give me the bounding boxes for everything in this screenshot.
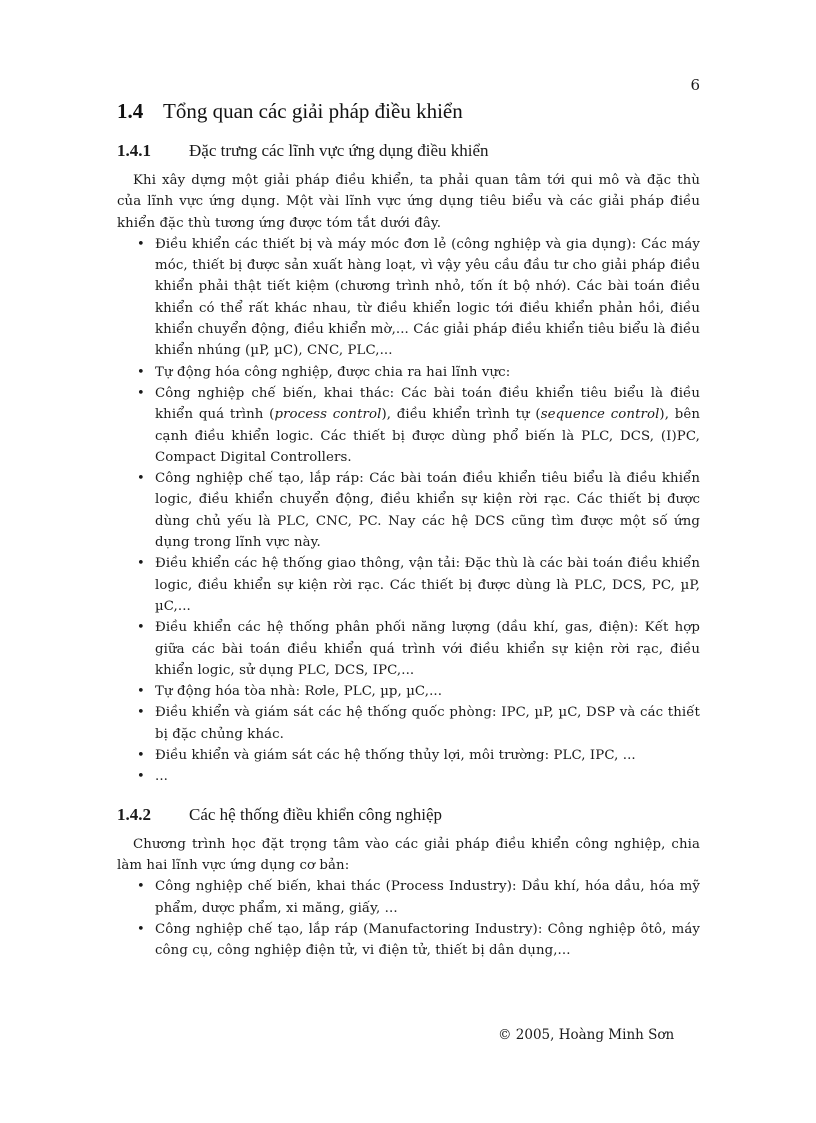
bullet-icon: •	[137, 620, 145, 636]
intro-paragraph-1: Khi xây dựng một giải pháp điều khiển, ta phải quan tâm tới qui mô và đặc thù của lĩnh vực ứng dụng. Một vài lĩnh vực ứng dụng tiêu biểu và các giải pháp điều khiển đặc thù tương ứng được tóm tắt dưới đây.	[117, 173, 700, 231]
list-item	[117, 468, 700, 553]
list-item-emphasis: sequence control	[540, 407, 660, 423]
bullet-icon: •	[137, 385, 145, 401]
subsection-heading-2	[117, 804, 700, 826]
section-title: Tổng quan các giải pháp điều khiển	[163, 99, 463, 123]
list-item-text: ), điều khiển trình tự (	[381, 407, 541, 423]
list-item-text: ), bên cạnh điều khiển logic. Các thiết bị được dùng phổ biến là PLC, DCS, (I)PC, Compact Digital Controllers.	[155, 407, 701, 465]
list-item-text: Điều khiển các hệ thống phân phối năng lượng (dầu khí, gas, điện): Kết hợp giữa các bài toán điều khiển quá trình với điều khiển sự kiện rời rạc, điều khiển logic, sử dụng PLC, DCS, IPC,...	[155, 620, 700, 678]
list-item-text: Công nghiệp chế biến, khai thác (Process Industry): Dầu khí, hóa dầu, hóa mỹ phẩm, dược phẩm, xi măng, giấy, ...	[155, 879, 700, 916]
copyright-footer: © 2005, Hoàng Minh Sơn	[498, 1027, 675, 1043]
bullet-icon: •	[137, 769, 145, 785]
industrial-systems-list	[117, 876, 700, 961]
list-item	[117, 617, 700, 681]
page-number: 6	[690, 76, 700, 94]
bullet-icon: •	[137, 236, 145, 252]
list-item	[117, 702, 700, 745]
section-heading	[117, 98, 700, 124]
list-item-text: Công nghiệp chế biến, khai thác: Các bài toán điều khiển tiêu biểu là điều khiển quá trình (	[155, 385, 700, 423]
list-item	[117, 681, 700, 702]
list-item	[117, 362, 700, 383]
bullet-icon: •	[137, 921, 145, 937]
bullet-icon: •	[137, 705, 145, 721]
bullet-icon: •	[137, 471, 145, 487]
list-item-emphasis: process control	[274, 407, 382, 423]
list-item	[117, 876, 700, 919]
list-item	[117, 919, 700, 962]
list-item	[117, 234, 700, 362]
list-item-text: Điều khiển các hệ thống giao thông, vận tải: Đặc thù là các bài toán điều khiển logic, điều khiển sự kiện rời rạc. Các thiết bị được dùng là PLC, DCS, PC, µP, µC,...	[155, 556, 700, 614]
bullet-icon: •	[137, 364, 145, 380]
subsection-title: Đặc trưng các lĩnh vực ứng dụng điều khiển	[189, 141, 489, 160]
application-areas-list	[117, 234, 700, 788]
list-item-text: Điều khiển và giám sát các hệ thống quốc phòng: IPC, µP, µC, DSP và các thiết bị đặc chủng khác.	[155, 705, 700, 742]
intro-paragraph-2: Chương trình học đặt trọng tâm vào các giải pháp điều khiển công nghiệp, chia làm hai lĩnh vực ứng dụng cơ bản:	[117, 836, 700, 873]
list-item-text: Công nghiệp chế tạo, lắp ráp: Các bài toán điều khiển tiêu biểu là điều khiển logic, điều khiển chuyển động, điều khiển sự kiện rời rạc. Các thiết bị được dùng chủ yếu là PLC, CNC, PC. Nay các hệ DCS cũng tìm được một số ứng dụng trong lĩnh vực này.	[155, 471, 700, 551]
bullet-icon: •	[137, 684, 145, 700]
list-item	[117, 383, 700, 468]
subsection-number: 1.4.2	[117, 804, 151, 824]
list-item-text: Công nghiệp chế tạo, lắp ráp (Manufactoring Industry): Công nghiệp ôtô, máy công cụ, công nghiệp điện tử, vi điện tử, thiết bị dân dụng,...	[155, 921, 700, 959]
bullet-icon: •	[137, 556, 145, 572]
subsection-title: Các hệ thống điều khiển công nghiệp	[189, 804, 443, 824]
page-content	[117, 98, 700, 961]
list-item	[117, 553, 700, 617]
list-item-text: Tự động hóa công nghiệp, được chia ra hai lĩnh vực:	[155, 364, 511, 380]
list-item-text: Điều khiển các thiết bị và máy móc đơn lẻ (công nghiệp và gia dụng): Các máy móc, thiết bị được sản xuất hàng loạt, vì vậy yêu cầu đầu tư cho giải pháp điều khiển phải thật tiết kiệm (chương trình nhỏ, tốn ít bộ nhớ). Các bài toán điều khiển có thể rất khác nhau, từ điều khiển logic tới điều khiển phản hồi, điều khiển chuyển động, điều khiển mờ,... Các giải pháp điều khiển tiêu biểu là điều khiển nhúng (µP, µC), CNC, PLC,...	[155, 236, 700, 359]
list-item-text: Điều khiển và giám sát các hệ thống thủy lợi, môi trường: PLC, IPC, ...	[155, 748, 636, 764]
list-item	[117, 766, 700, 787]
bullet-icon: •	[137, 748, 145, 764]
subsection-heading-1	[117, 140, 700, 162]
section-number: 1.4	[117, 99, 144, 123]
bullet-icon: •	[137, 879, 145, 895]
subsection-number: 1.4.1	[117, 141, 151, 160]
list-item	[117, 745, 700, 766]
list-item-text: ...	[155, 769, 168, 785]
list-item-text: Tự động hóa tòa nhà: Rơle, PLC, µp, µC,...	[155, 684, 443, 700]
